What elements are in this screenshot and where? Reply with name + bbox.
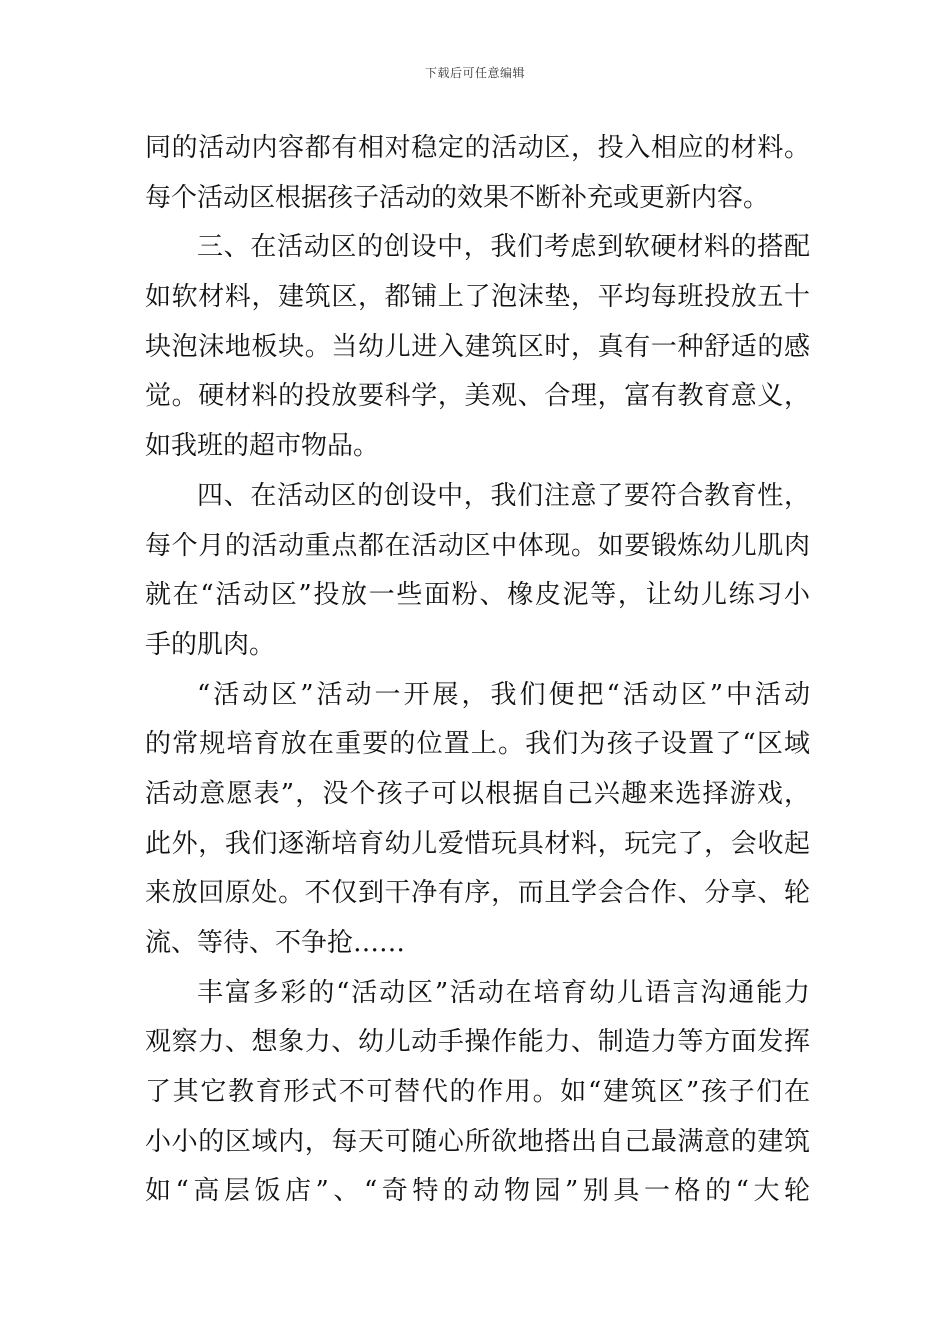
text-line: 块泡沫地板块。当幼儿进入建筑区时，真有一种舒适的感 — [145, 331, 810, 362]
text-line: 手的肌肉。 — [145, 629, 276, 660]
text-line: “活动区”活动一开展，我们便把“活动区”中活动 — [197, 679, 810, 710]
text-line: 四、在活动区的创设中，我们注意了要符合教育性， — [197, 480, 810, 511]
text-line: 如软材料，建筑区，都铺上了泡沫垫，平均每班投放五十 — [145, 282, 810, 313]
text-line: 小小的区域内，每天可随心所欲地搭出自己最满意的建筑 — [145, 1126, 810, 1157]
page-header: 下载后可任意编辑 — [424, 66, 525, 80]
text-line: 丰富多彩的“活动区”活动在培育幼儿语言沟通能力 — [197, 977, 810, 1008]
text-line: 如我班的超市物品。 — [145, 431, 380, 462]
text-line: 同的活动内容都有相对稳定的活动区，投入相应的材料。 — [145, 133, 810, 163]
text-line: 来放回原处。不仅到干净有序，而且学会合作、分享、轮 — [145, 878, 810, 909]
text-line: 了其它教育形式不可替代的作用。如“建筑区”孩子们在 — [145, 1077, 810, 1108]
text-line: 的常规培育放在重要的位置上。我们为孩子设置了“区域 — [145, 729, 810, 760]
text-line: 三、在活动区的创设中，我们考虑到软硬材料的搭配 — [197, 232, 810, 263]
text-line: 观察力、想象力、幼儿动手操作能力、制造力等方面发挥 — [145, 1027, 810, 1058]
text-line: 如“高层饭店”、“奇特的动物园”别具一格的“大轮 — [145, 1176, 810, 1207]
text-line: 觉。硬材料的投放要科学，美观、合理，富有教育意义， — [145, 381, 810, 412]
text-line: 每个活动区根据孩子活动的效果不断补充或更新内容。 — [145, 182, 770, 213]
text-line: 此外，我们逐渐培育幼儿爱惜玩具材料，玩完了，会收起 — [145, 828, 810, 859]
text-line: 活动意愿表”，没个孩子可以根据自己兴趣来选择游戏， — [145, 778, 810, 809]
text-line: 流、等待、不争抢…… — [145, 928, 406, 958]
body-text — [145, 124, 810, 1217]
text-line: 每个月的活动重点都在活动区中体现。如要锻炼幼儿肌肉 — [145, 530, 810, 561]
text-line: 就在“活动区”投放一些面粉、橡皮泥等，让幼儿练习小 — [145, 580, 810, 611]
